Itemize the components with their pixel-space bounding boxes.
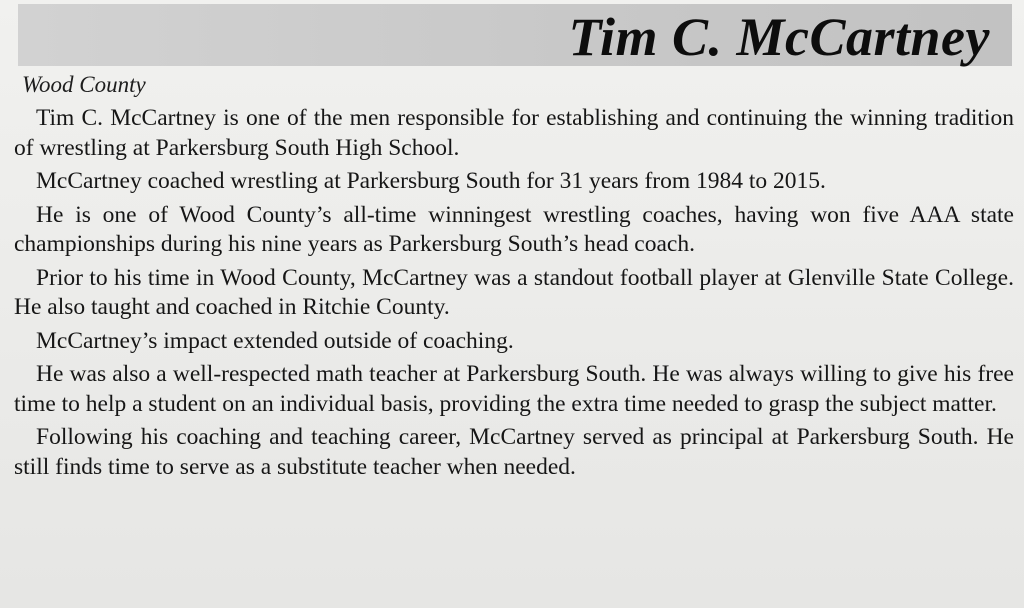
page-title: Tim C. McCartney <box>568 7 990 67</box>
title-banner <box>18 4 1012 66</box>
paragraph: He was also a well-respected math teacher at Parkersburg South. He was always willing to give his free time to help a student on an individual basis, providing the extra time needed to grasp the subject matter. <box>14 361 1014 417</box>
county-label: Wood County <box>22 72 146 97</box>
article-body <box>14 104 1014 486</box>
paragraph: McCartney coached wrestling at Parkersburg South for 31 years from 1984 to 2015. <box>36 168 826 194</box>
paragraph: Prior to his time in Wood County, McCartney was a standout football player at Glenville State College. He also taught and coached in Ritchie County. <box>14 264 1014 320</box>
paragraph: Following his coaching and teaching career, McCartney served as principal at Parkersburg South. He still finds time to serve as a substitute teacher when needed. <box>14 424 1014 480</box>
paragraph: He is one of Wood County’s all-time winningest wrestling coaches, having won five AAA state championships during his nine years as Parkersburg South’s head coach. <box>14 201 1014 257</box>
paragraph: McCartney’s impact extended outside of coaching. <box>36 327 514 354</box>
paragraph: Tim C. McCartney is one of the men responsible for establishing and continuing the winning tradition of wrestling at Parkersburg South High School. <box>14 105 1014 161</box>
